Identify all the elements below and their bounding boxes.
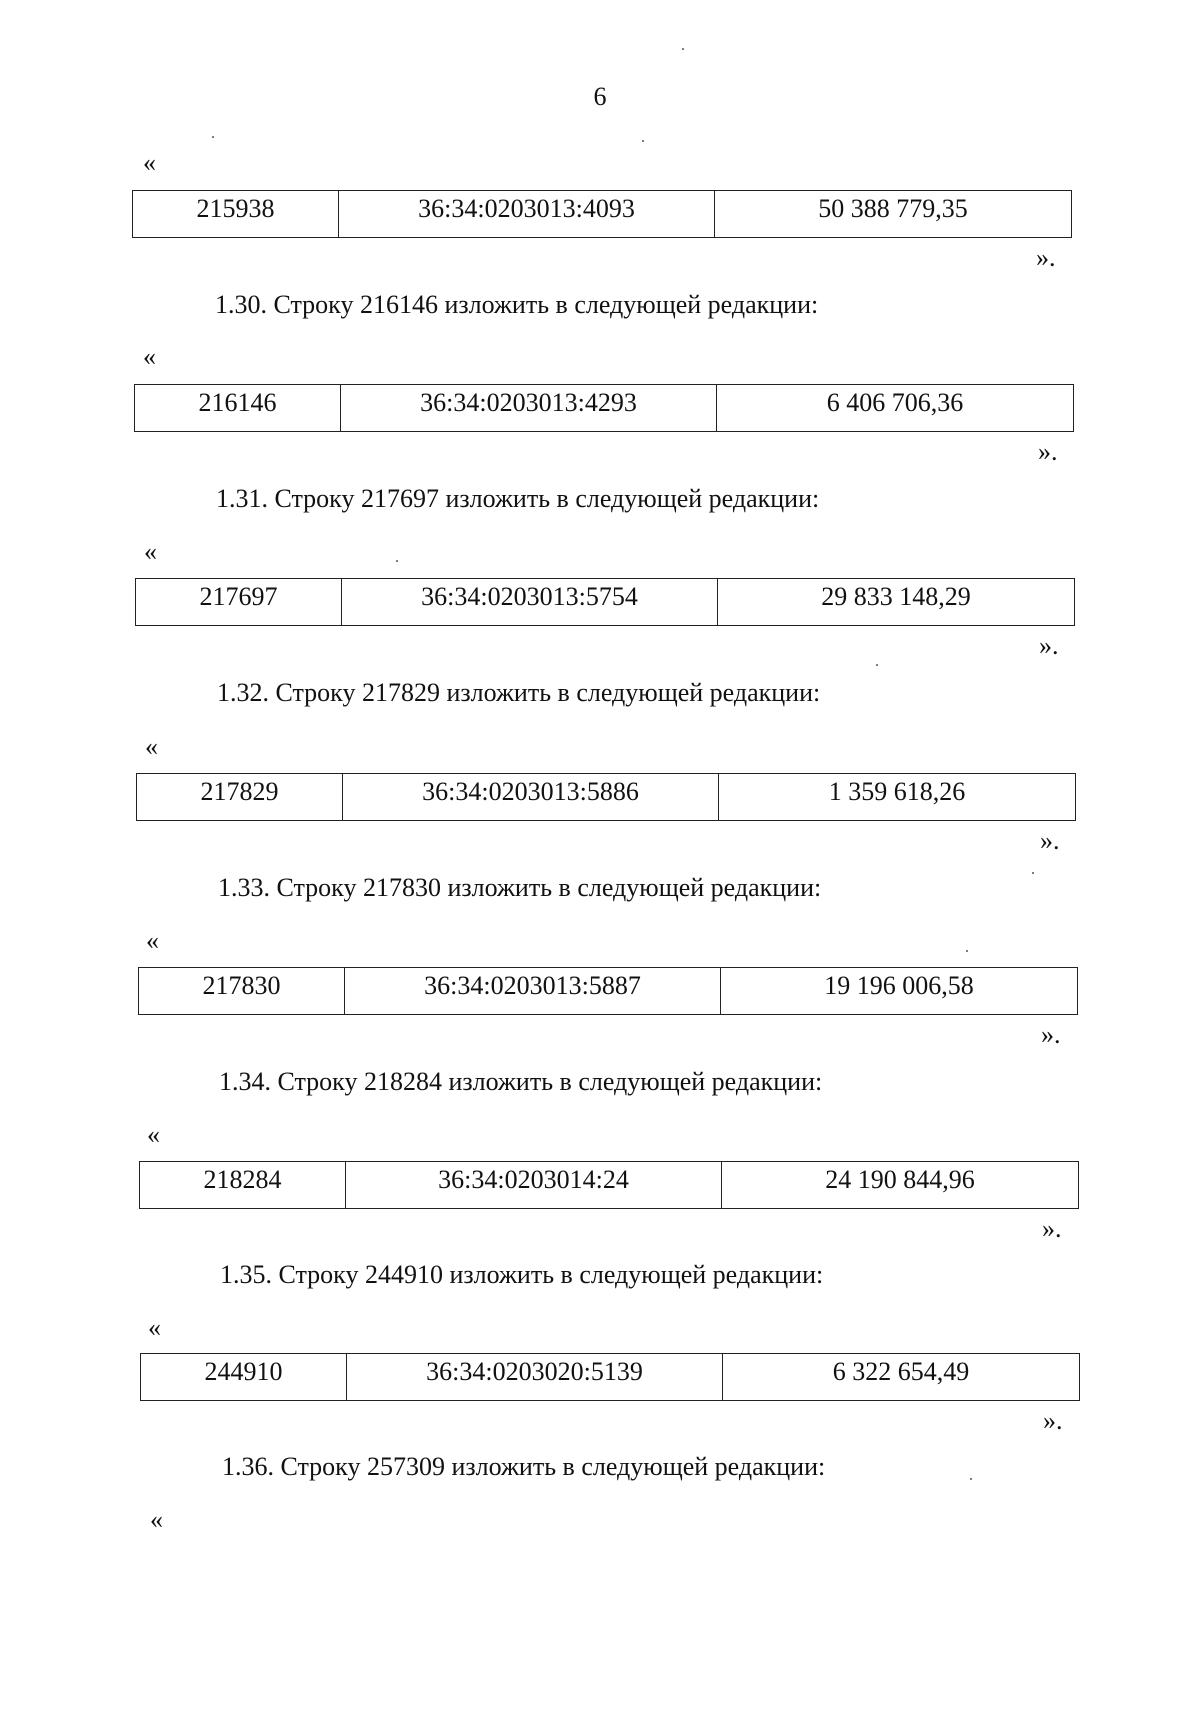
scan-speck (682, 48, 684, 50)
table-row (136, 773, 1076, 821)
value-cell: 19 196 006,58 (720, 968, 1077, 1014)
value-cell: 50 388 779,35 (714, 191, 1071, 237)
cadastral-number-cell: 36:34:0203013:4093 (338, 191, 714, 237)
scan-speck (642, 140, 644, 142)
section-heading: 1.30. Строку 216146 изложить в следующей редакции: (215, 290, 819, 319)
scan-speck (1032, 872, 1034, 874)
value-cell: 6 406 706,36 (716, 385, 1073, 431)
close-quote: ». (1041, 1020, 1061, 1049)
table-row (139, 1161, 1079, 1209)
row-number-cell: 217829 (200, 777, 279, 806)
scan-speck (212, 136, 214, 138)
section-heading: 1.36. Строку 257309 изложить в следующей редакции: (222, 1452, 826, 1481)
table-row (138, 967, 1078, 1015)
open-quote: « (146, 926, 159, 955)
close-quote: ». (1042, 1214, 1062, 1243)
close-quote: ». (1038, 437, 1058, 466)
open-quote: « (145, 732, 158, 761)
value-cell: 24 190 844,96 (721, 1162, 1078, 1208)
cadastral-number-cell: 36:34:0203013:5886 (342, 774, 718, 820)
value-cell: 1 359 618,26 (718, 774, 1075, 820)
scan-speck (966, 950, 968, 952)
value-cell: 29 833 148,29 (717, 579, 1074, 625)
cadastral-number-cell: 36:34:0203013:5887 (344, 968, 720, 1014)
open-quote: « (143, 148, 156, 177)
table-row (135, 578, 1075, 626)
close-quote: ». (1039, 631, 1059, 660)
open-quote: « (144, 537, 157, 566)
open-quote: « (148, 1313, 161, 1342)
section-heading: 1.31. Строку 217697 изложить в следующей редакции: (216, 484, 820, 513)
scan-speck (970, 1478, 972, 1480)
open-quote: « (150, 1505, 163, 1534)
scan-speck (876, 664, 878, 666)
table-row (140, 1353, 1080, 1401)
row-number-cell: 216146 (198, 388, 277, 417)
cadastral-number-cell: 36:34:0203013:4293 (340, 385, 716, 431)
cadastral-number-cell: 36:34:0203013:5754 (341, 579, 717, 625)
section-heading: 1.35. Строку 244910 изложить в следующей редакции: (220, 1260, 824, 1289)
section-heading: 1.33. Строку 217830 изложить в следующей редакции: (218, 873, 822, 902)
cadastral-number-cell: 36:34:0203014:24 (345, 1162, 721, 1208)
section-heading: 1.32. Строку 217829 изложить в следующей редакции: (217, 678, 821, 707)
cadastral-number-cell: 36:34:0203020:5139 (346, 1354, 722, 1400)
row-number-cell: 215938 (196, 194, 275, 223)
close-quote: ». (1040, 826, 1060, 855)
value-cell: 6 322 654,49 (722, 1354, 1079, 1400)
close-quote: ». (1043, 1406, 1063, 1435)
open-quote: « (147, 1120, 160, 1149)
section-heading: 1.34. Строку 218284 изложить в следующей редакции: (219, 1067, 823, 1096)
table-row (134, 384, 1074, 432)
table-row (132, 190, 1072, 238)
page-number: 6 (593, 82, 607, 111)
row-number-cell: 218284 (203, 1165, 282, 1194)
row-number-cell: 217830 (202, 971, 281, 1000)
close-quote: ». (1036, 243, 1056, 272)
open-quote: « (143, 342, 156, 371)
row-number-cell: 244910 (204, 1357, 283, 1386)
scan-speck (396, 560, 398, 562)
row-number-cell: 217697 (199, 582, 278, 611)
